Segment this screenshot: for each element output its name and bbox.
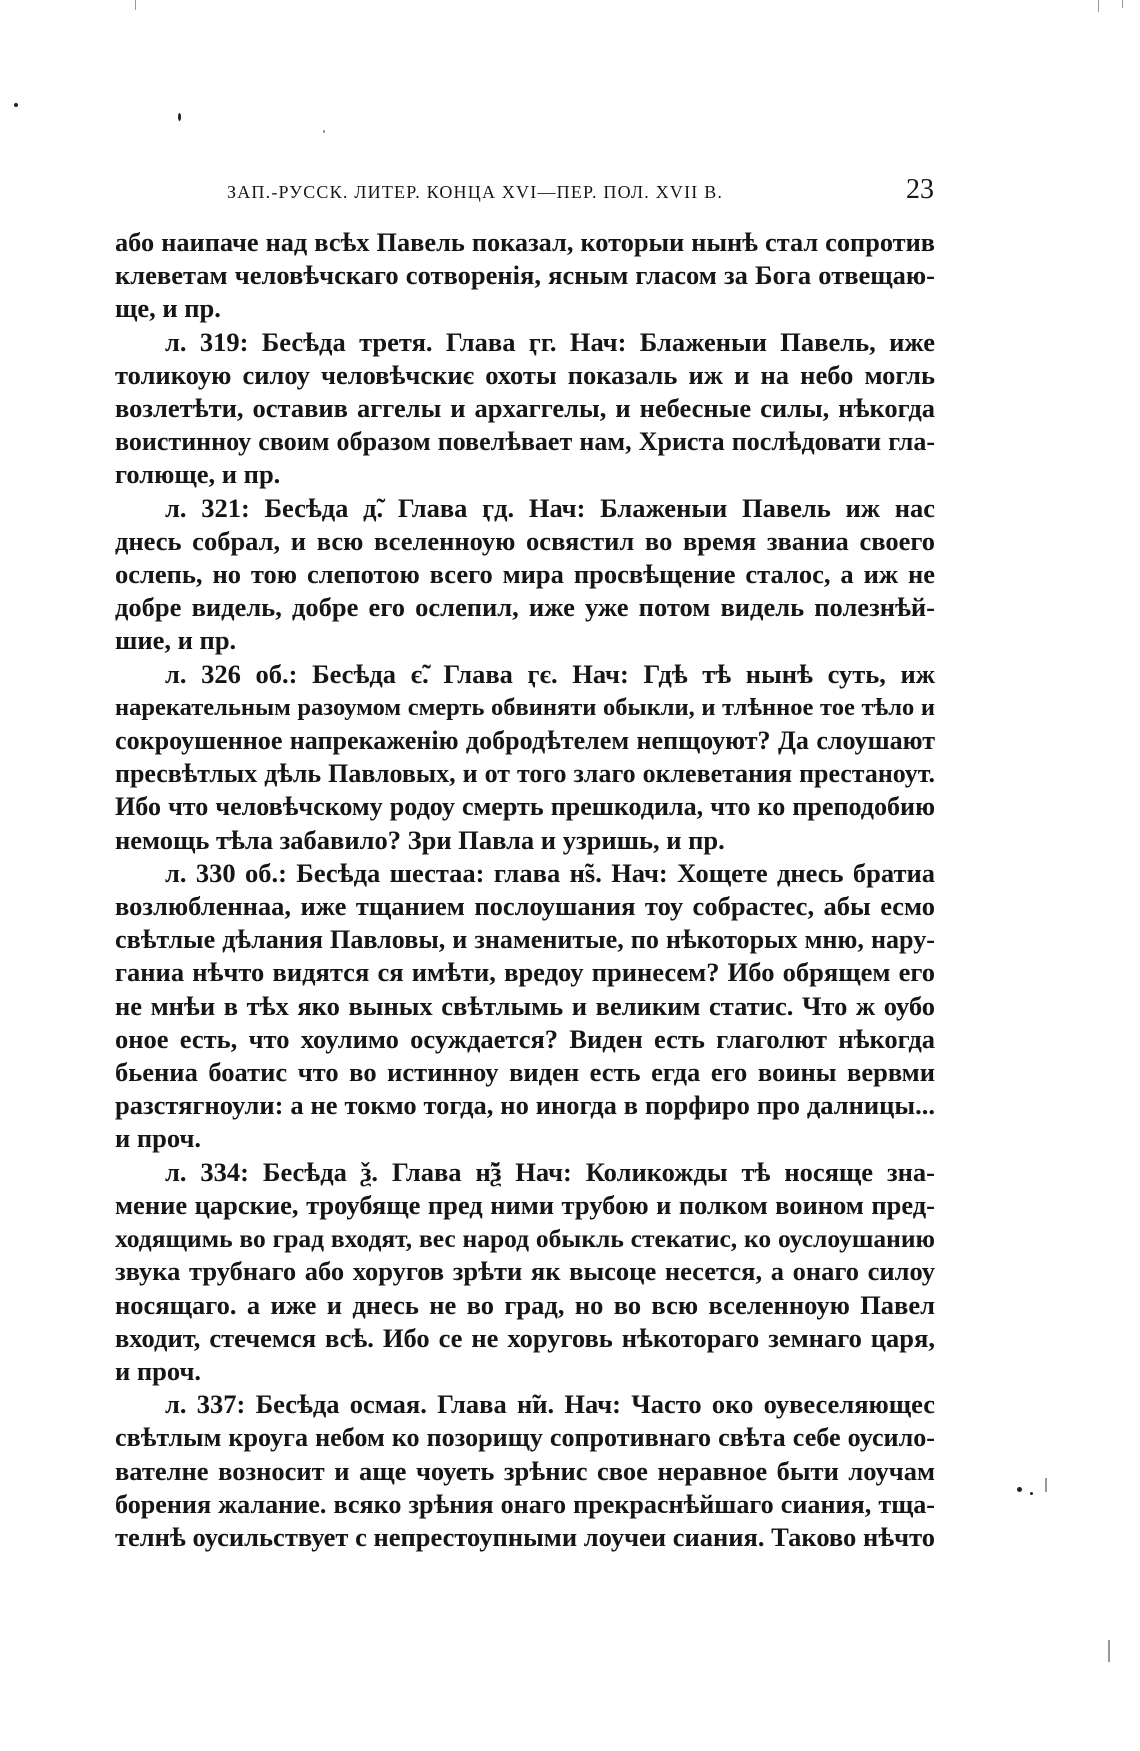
- text-line: Ибо что человѣчскому родоу смерть прешкодила, что ко преподобию: [115, 792, 935, 822]
- running-title: ЗАП.-РУССК. ЛИТЕР. КОНЦА XVI—ПЕР. ПОЛ. XVII В.: [227, 182, 724, 202]
- running-head: [0, 176, 1140, 216]
- text-line: немощь тѣла забавило? Зри Павла и узришь, и пр.: [115, 824, 725, 855]
- text-line: носящаго. а иже и днесь не во град, но во всю вселенноую Павел: [115, 1289, 935, 1320]
- text-line: свѣтлые дѣлания Павловы, и знаменитые, по нѣкоторых мню, нару-: [115, 925, 935, 955]
- text-line: ослепь, но тою слепотою всего мира просвѣщение сталос, а иж не: [115, 559, 935, 590]
- text-line: возлюбленнаа, иже тщанием послоушания тоу собрастес, абы есмо: [115, 891, 935, 922]
- body-text: [115, 226, 935, 1554]
- text-line: телнѣ оусильствует с непрестоупными лоучеи сиания. Таково нѣчто: [115, 1521, 935, 1552]
- text-line: клеветам человѣчскаго сотворенія, ясным гласом за Бога отвещаю-: [115, 260, 935, 291]
- paragraph: [115, 658, 935, 857]
- text-line: л. 330 об.: Бесѣда шестаа: глава н̃ѕ. Нач: Хощете днесь братиа: [165, 857, 935, 888]
- text-line: шие, и пр.: [115, 625, 237, 656]
- scan-speck: [178, 113, 181, 121]
- text-line: борения жалание. всяко зрѣния онаго прекраснѣйшаго сиания, тща-: [115, 1489, 935, 1519]
- text-line: толикоую силоу человѣчскиє охоты показаль иж и на небо могль: [115, 359, 935, 390]
- text-line: мение царские, троубяще пред ними трубою и полком воином пред-: [115, 1189, 935, 1220]
- text-line: л. 319: Бесѣда третя. Глава ӷг. Нач: Блаженыи Павель, иже: [165, 326, 935, 357]
- scan-speck: [323, 130, 325, 133]
- text-line: не мнѣи в тѣх яко выных свѣтлымь и великим статис. Что ж оубо: [115, 990, 935, 1021]
- text-line: л. 326 об.: Бесѣда є̃. Глава ӷє. Нач: Гдѣ тѣ нынѣ суть, иж: [165, 658, 935, 689]
- text-line: входит, стечемся всѣ. Ибо се не хоруговь нѣкотораго земнаго царя,: [115, 1322, 935, 1353]
- text-line: або наипаче над всѣх Павель показал, которыи нынѣ стал сопротив: [115, 228, 935, 257]
- text-line: л. 334: Бесѣда ѯ. Глава н̃ѯ Нач: Коликожды тѣ носяще зна-: [165, 1156, 935, 1187]
- paragraph: [115, 1388, 935, 1554]
- text-line: возлетѣти, оставив аггелы и архаггелы, и небесные силы, нѣкогда: [115, 393, 935, 424]
- text-line: оное есть, что хоулимо осуждается? Виден есть глаголют нѣкогда: [115, 1023, 935, 1054]
- text-line: ходящимь во град входят, вес народ обыкль стекатис, ко оуслоушанию: [115, 1224, 935, 1254]
- text-line: звука трубнаго або хоругов зрѣти як высоце несется, а онаго силоу: [115, 1256, 935, 1287]
- paragraph: [115, 1156, 935, 1388]
- text-line: добре видель, добре его ослепил, иже уже потом видель полезнѣй-: [115, 592, 935, 623]
- scan-edge-mark: [1045, 1478, 1047, 1492]
- paragraph: [115, 492, 935, 658]
- text-line: голюще, и пр.: [115, 459, 281, 490]
- text-line: нарекательным разоумом смерть обвиняти обыкли, и тлѣнное тое тѣло и: [115, 693, 935, 721]
- text-line: и проч.: [115, 1123, 202, 1154]
- text-line: днесь собрал, и всю вселенноую освястил во время званиа своего: [115, 525, 935, 556]
- text-line: бьениа боатис что во истинноу виден есть егда его воины вервми: [115, 1057, 935, 1088]
- text-line: пресвѣтлых дѣль Павловых, и от того злаго оклеветания престаноут.: [115, 759, 935, 789]
- text-line: разстягноули: а не токмо тогда, но иногда в порфиро про далницы...: [115, 1090, 935, 1121]
- scan-speck: [1017, 1487, 1022, 1492]
- text-line: ганиа нѣчто видятся ся имѣти, вредоу принесем? Ибо обрящем его: [115, 957, 935, 988]
- scan-speck: [1030, 1492, 1033, 1495]
- text-line: свѣтлым кроуга небом ко позорищу сопротивнаго свѣта себе оусило-: [115, 1423, 935, 1453]
- text-line: вателне возносит и аще чоуеть зрѣнис свое неравное быти лоучам: [115, 1455, 935, 1486]
- scan-edge-mark: [1098, 0, 1099, 12]
- text-line: ще, и пр.: [115, 293, 221, 324]
- scan-edge-mark: [1122, 0, 1123, 8]
- scan-speck: [14, 103, 18, 107]
- paragraph: [115, 326, 935, 492]
- text-line: л. 337: Бесѣда осмая. Глава н̃и. Нач: Часто око оувеселяющес: [165, 1389, 935, 1420]
- scan-edge-mark: [1108, 1640, 1110, 1662]
- text-line: и проч.: [115, 1355, 202, 1386]
- scan-edge-mark: [135, 0, 136, 10]
- page-number: 23: [906, 174, 934, 205]
- text-line: воистинноу своим образом повелѣвает нам, Христа послѣдовати гла-: [115, 427, 935, 457]
- text-line: л. 321: Бесѣда д̃. Глава ӷд. Нач: Блаженыи Павель иж нас: [165, 492, 935, 523]
- paragraph: [115, 857, 935, 1156]
- text-line: сокроушенное напрекаженію добродѣтелем непщоуют? Да слоушают: [115, 726, 935, 756]
- paragraph: [115, 226, 935, 326]
